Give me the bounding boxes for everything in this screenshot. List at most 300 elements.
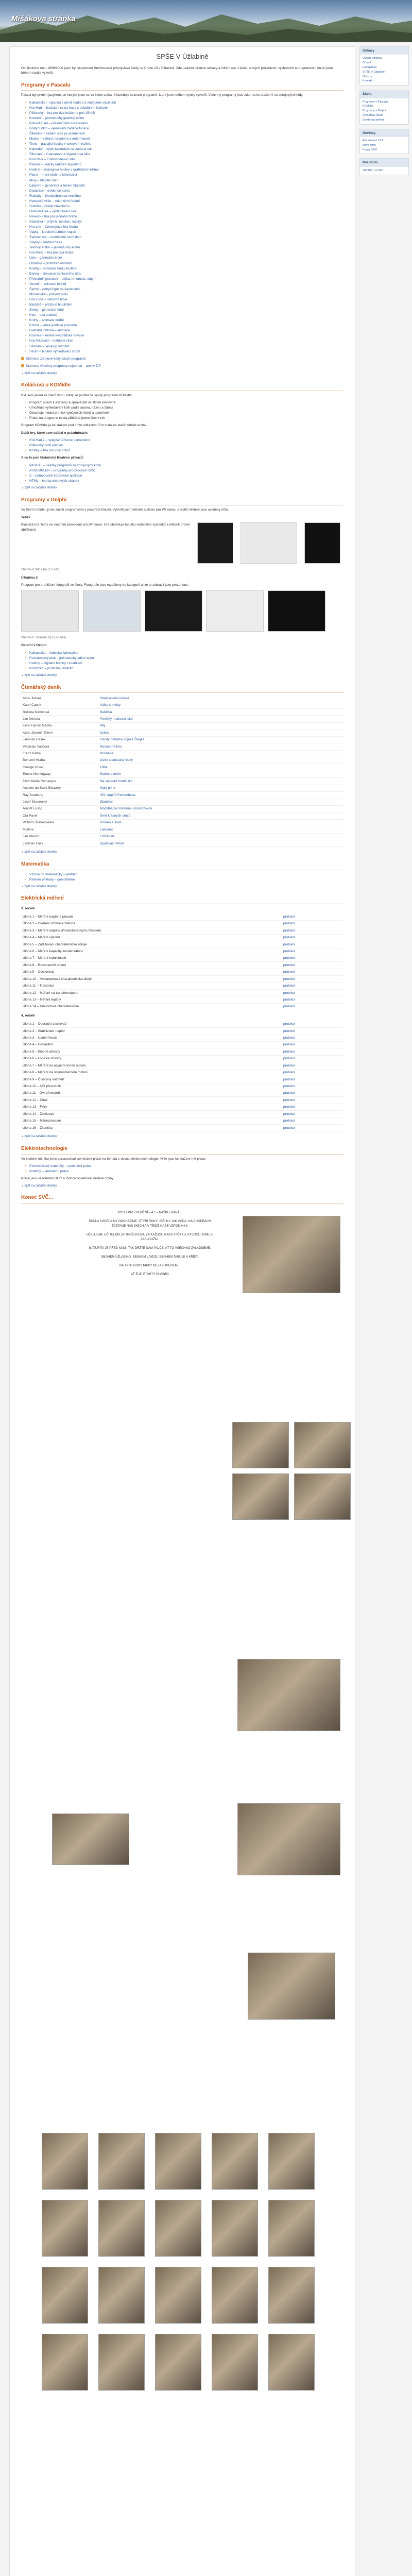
back-to-top-link[interactable]: ▲ zpět na začátek stránky bbox=[21, 371, 344, 376]
sidebar-item[interactable]: Elektrická měření bbox=[363, 118, 385, 122]
portrait-16[interactable] bbox=[42, 2334, 88, 2391]
portrait-20[interactable] bbox=[268, 2334, 315, 2391]
measurement-row-cell[interactable]: protokol bbox=[282, 955, 344, 961]
sidebar-item[interactable]: Programy v Delphi bbox=[363, 109, 386, 113]
sidebar-box-links bbox=[359, 46, 409, 86]
measurement-row-cell: Úloha 9 – Osciloskop bbox=[21, 969, 282, 975]
reading-row-cell[interactable]: Romeo a Julie bbox=[98, 819, 344, 826]
reading-row-cell[interactable]: Babička bbox=[98, 709, 344, 716]
uzlabina-download-caption[interactable]: Stáhnout: uzlabina.zip (1,56 MB) bbox=[21, 636, 66, 639]
portrait-11[interactable] bbox=[42, 2267, 88, 2324]
download-sources-link[interactable]: Stáhnout zdrojové kódy všech programů bbox=[26, 357, 86, 361]
measurement-row bbox=[21, 1104, 344, 1110]
sidebar-box-title: Odkazy bbox=[360, 47, 408, 55]
reading-row-cell[interactable]: Staré pověsti české bbox=[98, 695, 344, 702]
tetris-screenshot-2[interactable] bbox=[241, 522, 297, 564]
measurement-row bbox=[21, 1097, 344, 1104]
measurement-row-cell: Úloha 15 – Mikroprocesor bbox=[21, 1117, 282, 1124]
uzlabina-screenshot-1[interactable] bbox=[21, 590, 79, 632]
class-photo-8[interactable] bbox=[237, 1803, 340, 1875]
measurement-row-cell[interactable]: protokol bbox=[282, 1069, 344, 1076]
reading-table bbox=[21, 695, 344, 847]
pascal-program-item[interactable]: • Obrázky – prohlížeč obrázků bbox=[25, 261, 344, 266]
sidebar-item[interactable]: Fotogalerie bbox=[363, 66, 377, 70]
reading-row-cell: Ota Pavel bbox=[21, 812, 98, 819]
portrait-3[interactable] bbox=[155, 2133, 201, 2190]
measurement-row-cell: Úloha 9 – Číslicový voltmetr bbox=[21, 1076, 282, 1083]
pascal-program-item[interactable]: • Vlajky – kreslení státních vlajek bbox=[25, 230, 344, 235]
measurement-row-cell[interactable]: protokol bbox=[282, 1062, 344, 1069]
measurement-row-cell[interactable]: protokol bbox=[282, 934, 344, 941]
tetris-screenshot-1[interactable] bbox=[197, 522, 233, 564]
kdmidle-feature-item: • Umožňuje vyhledávání knih podle autora, názvu a žánru bbox=[25, 405, 344, 411]
sidebar bbox=[359, 46, 409, 179]
measurement-row bbox=[21, 1117, 344, 1124]
back-to-top-link[interactable]: ▲ zpět na začátek stránky bbox=[21, 1184, 344, 1189]
portrait-18[interactable] bbox=[155, 2334, 201, 2391]
reading-row-cell[interactable]: Ostře sledované vlaky bbox=[98, 757, 344, 764]
kdmidle-resource-item[interactable]: • PASCAL – ukázky programů se zdrojovými kódy bbox=[25, 463, 344, 468]
sidebar-item[interactable]: Čtenářský deník bbox=[363, 114, 383, 117]
reading-row bbox=[21, 757, 344, 764]
pascal-program-item[interactable]: • Stopky – měření času bbox=[25, 240, 344, 245]
kdmidle-lead: Byl jsem jeden ze členů týmu, který se podílel na vývoji programu KDMidle. bbox=[21, 393, 133, 397]
measurement-row-cell: Úloha 1 – Operační zesilovač bbox=[21, 1021, 282, 1028]
section-title-math: Matematika bbox=[21, 861, 344, 870]
technology-note: Práce jsou ve formátu DOC a mohou obsahovat drobné chyby. bbox=[21, 1177, 114, 1181]
pascal-program-item[interactable]: • Hra Life – Conwayova hra života bbox=[25, 225, 344, 230]
measurement-row-cell[interactable]: protokol bbox=[282, 1111, 344, 1117]
pascal-program-item[interactable]: • Rovnice – řešení kvadratické rovnice bbox=[25, 333, 344, 338]
class-photo-9[interactable] bbox=[248, 1953, 335, 2020]
measurement-row-cell: Úloha 10 – A/D převodník bbox=[21, 1083, 282, 1090]
measurement-row bbox=[21, 941, 344, 948]
measurement-row-cell: Úloha 13 – Filtry bbox=[21, 1104, 282, 1110]
reading-row-cell: Antoine de Saint-Exupéry bbox=[21, 785, 98, 791]
measurement-row bbox=[21, 982, 344, 989]
kdmidle-list-2 bbox=[25, 438, 344, 453]
measurement-row bbox=[21, 1035, 344, 1041]
kdmidle-list-3 bbox=[25, 463, 344, 484]
pascal-program-item[interactable]: • Textový editor – jednoduchý editor bbox=[25, 245, 344, 250]
sidebar-counter-list bbox=[360, 167, 408, 175]
class-photo-6[interactable] bbox=[237, 1659, 340, 1731]
sidebar-item[interactable]: Kontakt bbox=[363, 79, 372, 83]
reading-row-cell: Arnošt Lustig bbox=[21, 805, 98, 812]
pascal-program-item[interactable]: • Šifrování – Caesarova a Vigenèrova šifra bbox=[25, 152, 344, 157]
pascal-program-item[interactable]: • Labyrint – generátor a řešení bludiště bbox=[25, 183, 344, 189]
pascal-program-item[interactable]: • Piano – hraní tónů na klávesnici bbox=[25, 173, 344, 178]
measurement-row-cell: Úloha 2 – Stabilizátor napětí bbox=[21, 1028, 282, 1035]
reading-row bbox=[21, 730, 344, 736]
measurement-row bbox=[21, 927, 344, 934]
pascal-program-item[interactable]: • Matice – sčítání, násobení a determinant bbox=[25, 137, 344, 142]
measurement-row-cell[interactable]: protokol bbox=[282, 1097, 344, 1104]
reading-row-cell[interactable]: Osudy dobrého vojáka Švejka bbox=[98, 736, 344, 743]
reading-row bbox=[21, 764, 344, 771]
kdmidle-feature-item: • Obsahuje modul pro tisk výpůjčních lístků a upomínek bbox=[25, 411, 344, 416]
reading-row-cell: Jaroslav Hašek bbox=[21, 736, 98, 743]
reading-row-cell: Ladislav Fuks bbox=[21, 840, 98, 847]
pascal-program-item[interactable]: • Hodiny – analogové hodiny v grafickém režimu bbox=[25, 167, 344, 173]
measurement-row-cell[interactable]: protokol bbox=[282, 962, 344, 969]
reading-row-cell[interactable]: Válka s mloky bbox=[98, 702, 344, 708]
sidebar-box-counter bbox=[359, 158, 409, 175]
sidebar-box-title: Počítadlo bbox=[360, 159, 408, 166]
reading-row bbox=[21, 833, 344, 840]
pascal-program-item[interactable]: • Písmo – velká grafická písmena bbox=[25, 323, 344, 328]
reading-row bbox=[21, 840, 344, 847]
measurement-row-cell: Úloha 12 – Čítač bbox=[21, 1097, 282, 1104]
measurement-row bbox=[21, 1069, 344, 1076]
pascal-lead: Pascal byl prvním jazykem, se kterým jsem se ve škole setkal. Následuje seznam programů, které jsem během výuky vytvořil. Všechny programy jsou zdarma ke stažení i se zdrojovými kódy. bbox=[21, 93, 303, 97]
measurement-row bbox=[21, 1003, 344, 1010]
pascal-program-item[interactable]: • Statistika – průměr, medián, rozptyl bbox=[25, 219, 344, 225]
measurement-row-cell: Úloha 8 – Rezonanční obvod bbox=[21, 962, 282, 969]
kdmidle-game-item[interactable]: • Piškvorky proti počítači bbox=[25, 443, 344, 448]
poem-stanza: AŤ ŽIJE ČTVRTÝ ROČNÍK! bbox=[131, 1273, 169, 1276]
measurement-row-cell[interactable]: protokol bbox=[282, 1003, 344, 1010]
measurement-row bbox=[21, 955, 344, 961]
measurement-row-cell: Úloha 11 – Tranzistor bbox=[21, 982, 282, 989]
sidebar-item[interactable]: Návštěv: 12 345 bbox=[363, 168, 383, 172]
delphi-program-item[interactable]: • Poznámkový blok – jednoduchý editor textu bbox=[25, 656, 344, 661]
kdmidle-feature-item: • Práce na programu trvala přibližně jeden školní rok bbox=[25, 416, 344, 421]
poem-stanza: SBOHEM ÚŽLABINO, SBOHEM LAVICE, SBOHEM TABULE A KŘÍDY. bbox=[101, 1255, 199, 1259]
back-to-top-link[interactable]: ▲ zpět na začátek stránky bbox=[21, 850, 344, 855]
reading-row-cell[interactable]: 451 stupňů Fahrenheita bbox=[98, 792, 344, 799]
pascal-program-item[interactable]: • Piškvorky – hra pro dva hráče na poli 15×15 bbox=[25, 111, 344, 116]
pascal-program-item[interactable]: • Morseovka – převod textu bbox=[25, 292, 344, 297]
reading-row-cell[interactable]: Povídky malostranské bbox=[98, 716, 344, 722]
delphi-subheading-other: Ostatní v Delphi bbox=[21, 643, 47, 648]
measurement-row bbox=[21, 1076, 344, 1083]
back-to-top-link[interactable]: ▲ zpět na začátek stránky bbox=[21, 1134, 344, 1139]
measurement-row-cell[interactable]: protokol bbox=[282, 948, 344, 955]
download-icon bbox=[21, 364, 24, 367]
reading-row-cell[interactable]: Zbabělci bbox=[98, 799, 344, 805]
reading-row-cell[interactable]: Smrt krásných srnců bbox=[98, 812, 344, 819]
delphi-program-item[interactable]: • Prohlížeč – prohlížeč obrázků bbox=[25, 666, 344, 671]
measurement-row-cell: Úloha 4 – Měření výkonu bbox=[21, 934, 282, 941]
class-photo-5[interactable] bbox=[294, 1473, 351, 1520]
pascal-program-item[interactable]: • Osmisměrka – vyhledávání slov bbox=[25, 209, 344, 214]
header-banner bbox=[0, 0, 412, 42]
pascal-program-item[interactable]: • Hra Lodě – námořní bitva bbox=[25, 297, 344, 302]
main-content bbox=[9, 46, 355, 2576]
measurement-row-cell[interactable]: protokol bbox=[282, 941, 344, 948]
measurement-row-cell: Úloha 6 – Měření kapacity kondenzátoru bbox=[21, 948, 282, 955]
sidebar-item[interactable]: O mně bbox=[363, 61, 371, 65]
sidebar-item[interactable]: SPŠE V Úžlabině bbox=[363, 70, 385, 74]
back-to-top-link[interactable]: ▲ zpět na začátek stránky bbox=[21, 673, 344, 678]
measurement-row bbox=[21, 1111, 344, 1117]
reading-row-cell[interactable]: Máj bbox=[98, 722, 344, 729]
measurement-row-cell[interactable]: protokol bbox=[282, 982, 344, 989]
reading-row-cell: Bohumil Hrabal bbox=[21, 757, 98, 764]
portrait-17[interactable] bbox=[98, 2334, 145, 2391]
class-photo-1[interactable] bbox=[243, 1216, 340, 1293]
pascal-program-item[interactable]: • Kostky – simulace hodu kostkou bbox=[25, 266, 344, 272]
back-to-top-link[interactable]: ▲ zpět na začátek stránky bbox=[21, 486, 344, 490]
pascal-program-item[interactable]: • Převod čísel – převod mezi soustavami bbox=[25, 121, 344, 126]
measurement-row-cell[interactable]: protokol bbox=[282, 1117, 344, 1124]
kdmidle-note: Program KDMidle je ke stažení pod tímto odkazem. Pro instalaci stačí rozbalit archiv. bbox=[21, 423, 147, 428]
sidebar-news-list bbox=[360, 137, 408, 154]
measurement-row-cell[interactable]: protokol bbox=[282, 1021, 344, 1028]
class-photo-7[interactable] bbox=[52, 1814, 129, 1865]
pascal-program-item[interactable]: • Hra Had – klasická hra na hada s ovládáním šipkami bbox=[25, 106, 344, 111]
portrait-13[interactable] bbox=[155, 2267, 201, 2324]
sidebar-box-title: Škola bbox=[360, 90, 408, 98]
reading-row bbox=[21, 695, 344, 702]
measurement-row-cell: Úloha 7 – Měření na asynchronním motoru bbox=[21, 1062, 282, 1069]
tetris-download-caption[interactable]: Stáhnout: tetris.zip (175 kB) bbox=[21, 568, 60, 572]
measurement-row-cell: Úloha 16 – Zkouška bbox=[21, 1125, 282, 1131]
measurement-row bbox=[21, 1062, 344, 1069]
class-photo-4[interactable] bbox=[232, 1473, 289, 1520]
pascal-program-item[interactable]: • Řazení – ukázky řadicích algoritmů bbox=[25, 162, 344, 167]
pascal-program-item[interactable]: • Šibenice – hádání slov po písmenech bbox=[25, 131, 344, 137]
portrait-10[interactable] bbox=[268, 2200, 315, 2257]
pascal-program-item[interactable]: • Hra Pong – hra pro dva hráče bbox=[25, 250, 344, 256]
measurement-row-cell[interactable]: protokol bbox=[282, 996, 344, 1003]
reading-row-cell[interactable]: Proměna bbox=[98, 750, 344, 757]
reading-row bbox=[21, 826, 344, 833]
reading-row-cell: Jan Neruda bbox=[21, 716, 98, 722]
sidebar-item[interactable]: KDMidle bbox=[363, 105, 373, 108]
pascal-program-item[interactable]: • Pexeso – hra pro jednoho hráče bbox=[25, 214, 344, 219]
measurement-row-cell[interactable]: protokol bbox=[282, 1035, 344, 1041]
uzlabina-screenshot-4[interactable] bbox=[206, 590, 264, 632]
math-list bbox=[25, 872, 344, 883]
pascal-program-item[interactable]: • Kvíz – test znalostí bbox=[25, 313, 344, 318]
measurement-row bbox=[21, 1090, 344, 1096]
pascal-program-item[interactable]: • Bludiště – průchod bludištěm bbox=[25, 302, 344, 308]
portrait-15[interactable] bbox=[268, 2267, 315, 2324]
measurement-row-cell[interactable]: protokol bbox=[282, 1090, 344, 1096]
portrait-5[interactable] bbox=[268, 2133, 315, 2190]
reading-row bbox=[21, 722, 344, 729]
poem-stanza: DĚKUJEME UČITELŮM ZA TRPĚLIVOST, ZA KAŽDOU RADU I PĚTKU, KTEROU JSME SI ZASLOUŽILI. bbox=[86, 1233, 214, 1241]
measurement-row-cell[interactable]: protokol bbox=[282, 1048, 344, 1055]
measurement-row-cell[interactable]: protokol bbox=[282, 913, 344, 920]
sidebar-item[interactable]: Úvodní stránka bbox=[363, 57, 382, 60]
portrait-6[interactable] bbox=[42, 2200, 88, 2257]
reading-row-cell: Vladislav Vančura bbox=[21, 743, 98, 750]
reading-row-cell[interactable]: Lakomec bbox=[98, 826, 344, 833]
pascal-program-item[interactable]: • Hanojské věže – rekurzivní řešení bbox=[25, 199, 344, 204]
delphi-program-item[interactable]: • Kalkulačka – vědecká kalkulačka bbox=[25, 651, 344, 656]
pascal-program-item[interactable]: • Zvuky – generátor tónů bbox=[25, 308, 344, 313]
sidebar-item[interactable]: Konec SVČ bbox=[363, 148, 377, 151]
pascal-program-item[interactable]: • Loto – generátor čísel bbox=[25, 256, 344, 261]
reading-row-cell: George Orwell bbox=[21, 764, 98, 771]
portrait-19[interactable] bbox=[212, 2334, 258, 2391]
delphi-subheading-tetris: Tetris bbox=[21, 515, 30, 519]
poem-stanza: ŠKOLA KONČÍ A MY ODCHÁZÍME, ČTYŘI ROKY UBĚHLY JAK VODA, NA CHODBÁCH ZŮSTANE NÁŠ SMÍCH A V TŘÍDĚ NAŠE VZPOMÍNKY. bbox=[89, 1219, 211, 1228]
reading-row-cell[interactable]: Fimfárum bbox=[98, 833, 344, 840]
uzlabina-screenshot-2[interactable] bbox=[83, 590, 141, 632]
section-title-measurements: Elektrická měření bbox=[21, 895, 344, 904]
measurement-row-cell: Úloha 10 – Voltampérová charakteristika diody bbox=[21, 976, 282, 982]
delphi-list bbox=[25, 651, 344, 671]
reading-row bbox=[21, 771, 344, 777]
measurement-row-cell[interactable]: protokol bbox=[282, 1041, 344, 1048]
reading-row-cell[interactable]: Malý princ bbox=[98, 785, 344, 791]
download-zip-link[interactable]: Stáhnout všechny programy najednou – archiv ZIP bbox=[26, 364, 101, 368]
pascal-program-item[interactable]: • Kreslení – jednoduchý grafický editor bbox=[25, 116, 344, 121]
pascal-program-item[interactable]: • Seznam – spojový seznam bbox=[25, 344, 344, 349]
portrait-1[interactable] bbox=[42, 2133, 88, 2190]
reading-row bbox=[21, 736, 344, 743]
measurement-row-cell: Úloha 5 – Zatěžovací charakteristika zdroje bbox=[21, 941, 282, 948]
measurement-row-cell: Úloha 5 – Klopné obvody bbox=[21, 1048, 282, 1055]
kdmidle-resource-item[interactable]: • ASSEMBLER – programy pro procesor 8051 bbox=[25, 468, 344, 473]
technology-lead: Ve čtvrtém ročníku jsme zpracovávali seminární práce na témata z oblasti elektrotechnologie. Níže jsou ke stažení mé práce. bbox=[21, 1157, 207, 1161]
pascal-program-item[interactable]: • Kruhy – animace kruhů bbox=[25, 318, 344, 323]
section-title-kdmidle: Koláčová u KDMidle bbox=[21, 382, 344, 391]
measurement-row-cell[interactable]: protokol bbox=[282, 1028, 344, 1035]
site-title[interactable]: Mišákova stránka bbox=[11, 14, 76, 23]
pascal-program-item[interactable]: • Vesmír – animace hvězd bbox=[25, 282, 344, 287]
technology-item[interactable]: • Izolanty – seminární práce bbox=[25, 1169, 344, 1174]
pascal-program-item[interactable]: • Grafy funkcí – vykreslení zadané funkce bbox=[25, 126, 344, 131]
math-item[interactable]: • Řešené příklady – goniometrie bbox=[25, 877, 344, 883]
portrait-8[interactable] bbox=[155, 2200, 201, 2257]
measurement-row bbox=[21, 969, 344, 975]
portrait-9[interactable] bbox=[212, 2200, 258, 2257]
uzlabina-screenshot-3[interactable] bbox=[145, 590, 202, 632]
sidebar-item[interactable]: Odkazy bbox=[363, 75, 372, 78]
pascal-program-item[interactable]: • Šachy – pohyb figur na šachovnici bbox=[25, 287, 344, 292]
portrait-14[interactable] bbox=[212, 2267, 258, 2324]
kdmidle-feature-item: • Program slouží k evidenci a správě dat ve školní knihovně bbox=[25, 400, 344, 405]
pascal-program-item[interactable]: • Převodník jednotek – délka, hmotnost, objem bbox=[25, 277, 344, 282]
measurement-row bbox=[21, 1041, 344, 1048]
measurement-row bbox=[21, 962, 344, 969]
class-photo-3[interactable] bbox=[294, 1422, 351, 1468]
pascal-program-item[interactable]: • Hvězdná obloha – animace bbox=[25, 328, 344, 333]
measurement-row-cell[interactable]: protokol bbox=[282, 927, 344, 934]
measurement-row-cell: Úloha 3 – Měření odporu Wheatstoneovým můstkem bbox=[21, 927, 282, 934]
sidebar-item[interactable]: Aktualizace 12.6. bbox=[363, 139, 384, 143]
portrait-2[interactable] bbox=[98, 2133, 145, 2190]
measurement-row-cell: Úloha 14 – Kmitočtová charakteristika bbox=[21, 1003, 282, 1010]
math-item[interactable]: • Vzorce do matematiky – přehled bbox=[25, 872, 344, 877]
measurement-row-cell[interactable]: protokol bbox=[282, 1076, 344, 1083]
reading-row-cell: William Shakespeare bbox=[21, 819, 98, 826]
measurement-row-cell[interactable]: protokol bbox=[282, 1083, 344, 1090]
pascal-program-item[interactable]: • Šachovnice – rozmístění osmi dam bbox=[25, 235, 344, 240]
kdmidle-subheading-2: A co to pan historický Beatrice příkazů: bbox=[21, 456, 84, 460]
kdmidle-resource-item[interactable]: • C – jednoduché konzolové aplikace bbox=[25, 473, 344, 479]
delphi-tetris-text: Klasická hra Tetris ve vlastním provedení pro Windows. Hra obsahuje tabulku nejlepších výsledků a několik úrovní obtížnosti. bbox=[21, 523, 190, 532]
measurement-row-cell: Úloha 2 – Ověření Ohmova zákona bbox=[21, 920, 282, 927]
sidebar-box-school bbox=[359, 90, 409, 124]
portrait-7[interactable] bbox=[98, 2200, 145, 2257]
measurement-row-cell[interactable]: protokol bbox=[282, 1104, 344, 1110]
uzlabina-screenshot-5[interactable] bbox=[268, 590, 325, 632]
reading-row bbox=[21, 716, 344, 722]
measurement-row-cell[interactable]: protokol bbox=[282, 1125, 344, 1131]
pascal-program-item[interactable]: • Sudoku – řešitel hlavolamu bbox=[25, 204, 344, 209]
kdmidle-list bbox=[25, 400, 344, 421]
reading-row-cell: Božena Němcová bbox=[21, 709, 98, 716]
measurement-row-cell: Úloha 11 – D/A převodník bbox=[21, 1090, 282, 1096]
measurement-row bbox=[21, 1028, 344, 1035]
pascal-program-item[interactable]: • Strom – binární vyhledávací strom bbox=[25, 349, 344, 354]
measurement-row-cell[interactable]: protokol bbox=[282, 969, 344, 975]
delphi-program-item[interactable]: • Hodiny – digitální hodiny s budíkem bbox=[25, 661, 344, 666]
reading-row-cell: Karel Jaromír Erben bbox=[21, 730, 98, 736]
portrait-4[interactable] bbox=[212, 2133, 258, 2190]
reading-row-cell[interactable]: Kytice bbox=[98, 730, 344, 736]
reading-row-cell[interactable]: Modlitba pro Kateřinu Horovitzovou bbox=[98, 805, 344, 812]
pascal-program-item[interactable]: • Banka – simulace bankovního účtu bbox=[25, 272, 344, 277]
poem-stanza: NA TYTO ROKY NIKDY NEZAPOMENEME. bbox=[119, 1264, 181, 1267]
technology-list bbox=[25, 1164, 344, 1174]
reading-row-cell: Alois Jirásek bbox=[21, 695, 98, 702]
pascal-program-item[interactable]: • Hra Arkanoid – rozbíjení cihel bbox=[25, 338, 344, 344]
reading-row-cell[interactable]: 1984 bbox=[98, 764, 344, 771]
kdmidle-game-item[interactable]: • Hra Had 2 – vylepšená verze s úrovněmi bbox=[25, 438, 344, 443]
reading-row-cell[interactable]: Na západní frontě klid bbox=[98, 778, 344, 785]
class-photo-2[interactable] bbox=[232, 1422, 289, 1468]
measurement-row-cell[interactable]: protokol bbox=[282, 990, 344, 996]
section-title-end: Konec SVČ... bbox=[21, 1194, 344, 1204]
technology-item[interactable]: • Polovodičové materiály – seminární práce bbox=[25, 1164, 344, 1169]
pascal-program-item[interactable]: • Kalendář – výpis kalendáře na zadaný rok bbox=[25, 147, 344, 152]
measurement-row bbox=[21, 996, 344, 1003]
reading-row-cell[interactable]: Rozmarné léto bbox=[98, 743, 344, 750]
measurement-row-cell[interactable]: protokol bbox=[282, 920, 344, 927]
sidebar-item[interactable]: Nové fotky bbox=[363, 143, 376, 147]
measurement-row bbox=[21, 1021, 344, 1028]
farewell-poem bbox=[83, 1211, 217, 1281]
pascal-program-item[interactable]: • Prvočísla – Eratosthenovo síto bbox=[25, 157, 344, 162]
reading-row-cell: Karel Čapek bbox=[21, 702, 98, 708]
back-to-top-link[interactable]: ▲ zpět na začátek stránky bbox=[21, 885, 344, 889]
pascal-program-item[interactable]: • Databáze – evidence adres bbox=[25, 189, 344, 194]
pascal-program-item[interactable]: • Tetris – padající kostky v textovém režimu bbox=[25, 142, 344, 147]
measurements-table-3 bbox=[21, 913, 344, 1010]
measurement-row-cell[interactable]: protokol bbox=[282, 976, 344, 982]
reading-row-cell[interactable]: Spalovač mrtvol bbox=[98, 840, 344, 847]
kdmidle-resource-item[interactable]: • HTML – tvorba webových stránek bbox=[25, 479, 344, 484]
pascal-program-item[interactable]: • Kalkulačka – výpočet z devíti hodnot a zobrazení výsledků bbox=[25, 100, 344, 106]
measurement-row-cell: Úloha 4 – Generátor bbox=[21, 1041, 282, 1048]
kdmidle-game-item[interactable]: • Kostky – hra pro více hráčů bbox=[25, 448, 344, 453]
pascal-program-item[interactable]: • Miny – hledání min bbox=[25, 178, 344, 183]
reading-row bbox=[21, 812, 344, 819]
portrait-12[interactable] bbox=[98, 2267, 145, 2324]
tetris-screenshot-3[interactable] bbox=[304, 522, 340, 564]
page-body bbox=[0, 42, 412, 2576]
sidebar-item[interactable]: Programy v Pascalu bbox=[363, 100, 388, 104]
measurement-row bbox=[21, 934, 344, 941]
reading-row-cell[interactable]: Stařec a moře bbox=[98, 771, 344, 777]
measurement-row bbox=[21, 1083, 344, 1090]
reading-row-cell: Ray Bradbury bbox=[21, 792, 98, 799]
reading-row-cell: Jan Werich bbox=[21, 833, 98, 840]
measurement-row-cell[interactable]: protokol bbox=[282, 1055, 344, 1062]
pascal-program-item[interactable]: • Fraktály – Mandelbrotova množina bbox=[25, 194, 344, 199]
section-title-reading: Čtenářský deník bbox=[21, 684, 344, 693]
intro-text: Od školního roku 1999/2000 jsem byl studentem Smíchovské průmyslové školy na Praze 10 v Úžlabině. Zde uvádím některé odkazy a informace o škole, o mých projektech, výsledcích a programech, které jsem během studia vytvořil. bbox=[21, 66, 333, 75]
reading-row-cell: Josef Škvorecký bbox=[21, 799, 98, 805]
reading-row bbox=[21, 778, 344, 785]
